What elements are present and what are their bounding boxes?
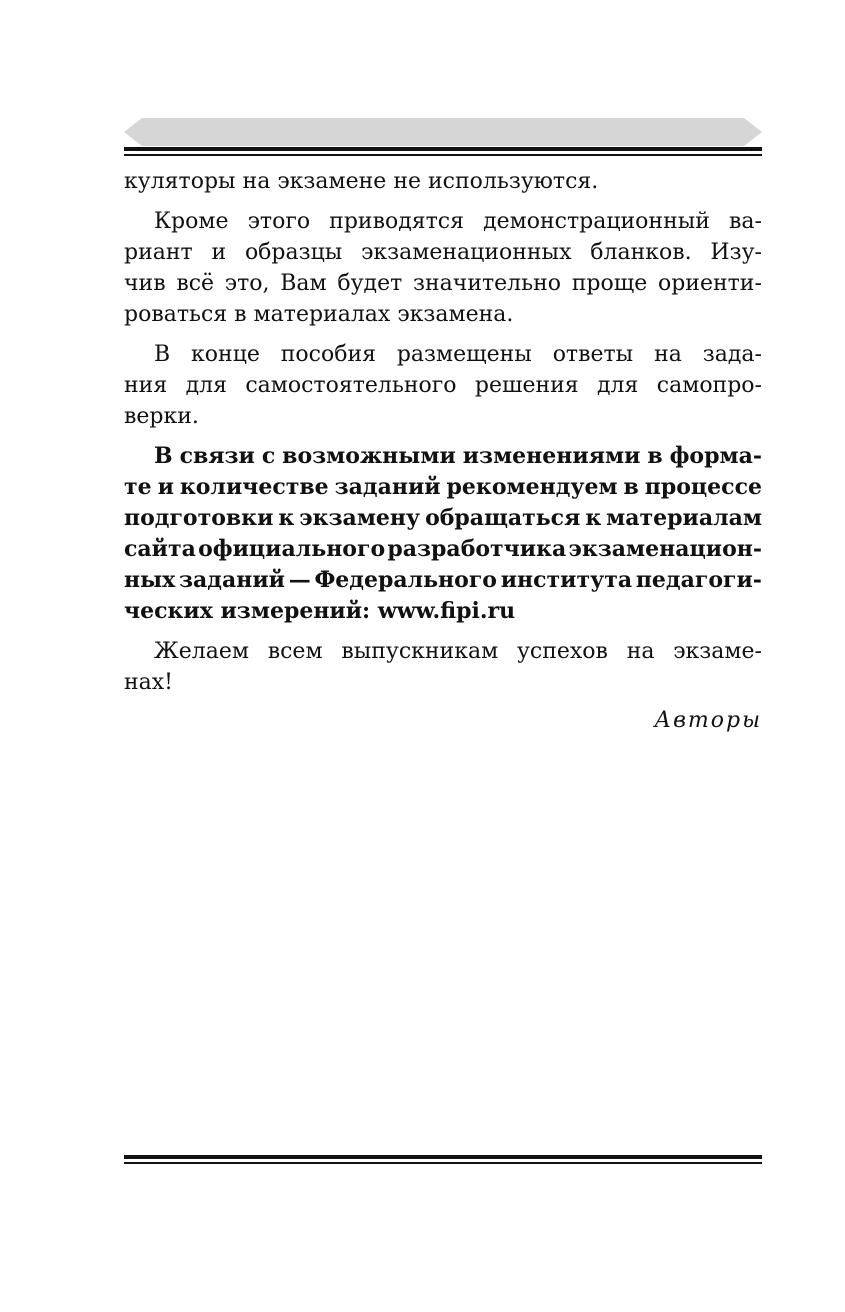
text-line: ческих измерений: www.fipi.ru (124, 598, 516, 624)
text-line: риант и образцы экзаменационных бланков. Изу- (124, 240, 762, 265)
text-line: В конце пособия размещены ответы на зада- (154, 342, 762, 367)
header-decorative-band (124, 118, 762, 146)
text-line: подготовки к экзамену обращаться к материалам (124, 505, 762, 531)
text-line: чив всё это, Вам будет значительно проще ориенти- (124, 271, 762, 296)
text-line: Кроме этого приводятся демонстрационный ва- (154, 209, 762, 234)
bold-notice-paragraph (124, 441, 762, 627)
paragraph (124, 166, 762, 197)
footer-rule-thin (124, 1162, 762, 1164)
paragraph (124, 206, 762, 330)
text-line: нах! (124, 670, 174, 695)
text-line: ния для самостоятельного решения для самопро- (124, 373, 762, 398)
paragraph (124, 636, 762, 698)
page-body (124, 166, 762, 736)
header-rule-thick (124, 147, 762, 151)
text-line: ных заданий — Федерального института педагоги- (124, 567, 762, 593)
paragraph (124, 339, 762, 432)
text-line: В связи с возможными изменениями в форма- (154, 443, 762, 469)
text-line: роваться в материалах экзамена. (124, 302, 514, 327)
signature-authors: Авторы (654, 708, 762, 733)
header-rule-thin (124, 154, 762, 156)
text-line: сайта официального разработчика экзаменацион- (124, 536, 762, 562)
text-line: верки. (124, 404, 199, 429)
text-line: те и количестве заданий рекомендуем в процессе (124, 474, 762, 500)
text-line: кулятоpы на экзамене не используются. (124, 169, 599, 194)
text-line: Желаем всем выпускникам успехов на экзаме- (154, 639, 762, 664)
footer-rule-thick (124, 1155, 762, 1159)
